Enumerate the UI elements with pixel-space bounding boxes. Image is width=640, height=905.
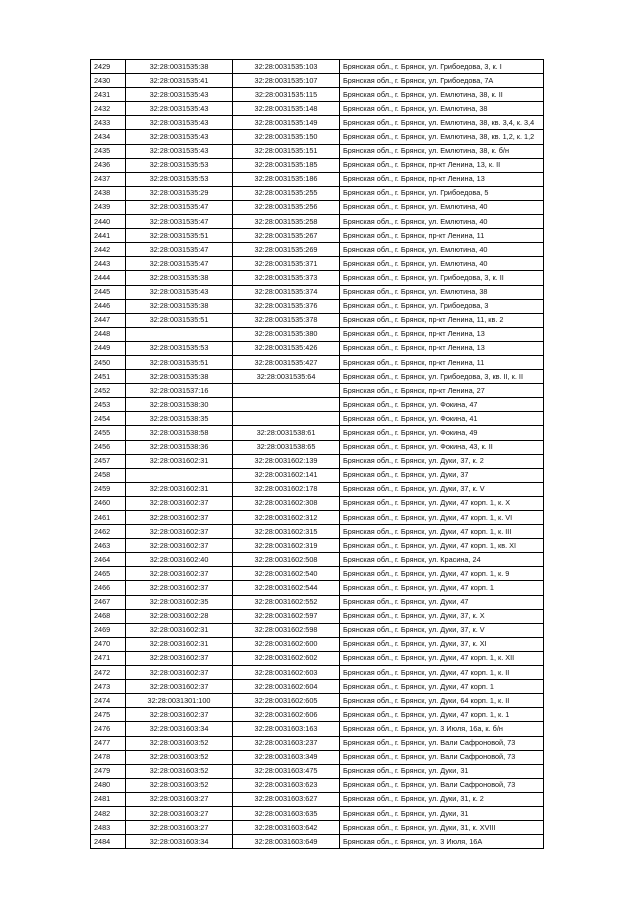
quarter-number-cell: 32:28:0031602:37 <box>126 708 233 722</box>
cadastral-number-cell: 32:28:0031602:606 <box>233 708 340 722</box>
table-row <box>91 764 544 778</box>
row-number-cell: 2432 <box>91 102 126 116</box>
cadastral-number-cell: 32:28:0031603:642 <box>233 821 340 835</box>
address-cell: Брянская обл., г. Брянск, ул. Красина, 24 <box>340 553 544 567</box>
cadastral-number-cell: 32:28:0031603:349 <box>233 750 340 764</box>
address-cell: Брянская обл., г. Брянск, ул. Дуки, 47 корп. 1 <box>340 680 544 694</box>
quarter-number-cell: 32:28:0031603:27 <box>126 792 233 806</box>
address-cell: Брянская обл., г. Брянск, ул. Грибоедова, 5 <box>340 186 544 200</box>
address-cell: Брянская обл., г. Брянск, ул. Дуки, 37, к. V <box>340 482 544 496</box>
cadastral-number-cell <box>233 412 340 426</box>
quarter-number-cell: 32:28:0031535:41 <box>126 74 233 88</box>
row-number-cell: 2441 <box>91 229 126 243</box>
quarter-number-cell: 32:28:0031535:51 <box>126 355 233 369</box>
quarter-number-cell: 32:28:0031538:36 <box>126 440 233 454</box>
table-row <box>91 243 544 257</box>
row-number-cell: 2430 <box>91 74 126 88</box>
cadastral-number-cell: 32:28:0031602:312 <box>233 511 340 525</box>
table-row <box>91 158 544 172</box>
quarter-number-cell <box>126 327 233 341</box>
quarter-number-cell: 32:28:0031602:37 <box>126 581 233 595</box>
quarter-number-cell: 32:28:0031602:37 <box>126 525 233 539</box>
table-row <box>91 398 544 412</box>
table-row <box>91 778 544 792</box>
cadastral-number-cell: 32:28:0031602:598 <box>233 623 340 637</box>
address-cell: Брянская обл., г. Брянск, пр-кт Ленина, 11 <box>340 355 544 369</box>
row-number-cell: 2436 <box>91 158 126 172</box>
table-row <box>91 327 544 341</box>
quarter-number-cell: 32:28:0031535:51 <box>126 229 233 243</box>
quarter-number-cell: 32:28:0031535:43 <box>126 102 233 116</box>
quarter-number-cell: 32:28:0031603:52 <box>126 736 233 750</box>
row-number-cell: 2451 <box>91 370 126 384</box>
cadastral-number-cell: 32:28:0031603:623 <box>233 778 340 792</box>
table-row <box>91 229 544 243</box>
row-number-cell: 2443 <box>91 257 126 271</box>
row-number-cell: 2476 <box>91 722 126 736</box>
address-cell: Брянская обл., г. Брянск, пр-кт Ленина, 27 <box>340 384 544 398</box>
row-number-cell: 2471 <box>91 651 126 665</box>
row-number-cell: 2438 <box>91 186 126 200</box>
table-row <box>91 215 544 229</box>
quarter-number-cell: 32:28:0031602:37 <box>126 567 233 581</box>
quarter-number-cell: 32:28:0031535:43 <box>126 130 233 144</box>
quarter-number-cell: 32:28:0031602:31 <box>126 482 233 496</box>
address-cell: Брянская обл., г. Брянск, ул. Фокина, 41 <box>340 412 544 426</box>
address-cell: Брянская обл., г. Брянск, ул. Грибоедова, 7А <box>340 74 544 88</box>
cadastral-number-cell: 32:28:0031602:552 <box>233 595 340 609</box>
cadastral-number-cell: 32:28:0031603:635 <box>233 806 340 820</box>
row-number-cell: 2472 <box>91 666 126 680</box>
row-number-cell: 2452 <box>91 384 126 398</box>
quarter-number-cell: 32:28:0031535:47 <box>126 215 233 229</box>
registry-table-body <box>91 60 544 849</box>
quarter-number-cell: 32:28:0031602:37 <box>126 496 233 510</box>
cadastral-number-cell: 32:28:0031602:603 <box>233 666 340 680</box>
cadastral-number-cell: 32:28:0031602:600 <box>233 637 340 651</box>
cadastral-number-cell: 32:28:0031603:237 <box>233 736 340 750</box>
cadastral-number-cell: 32:28:0031602:139 <box>233 454 340 468</box>
row-number-cell: 2455 <box>91 426 126 440</box>
table-row <box>91 130 544 144</box>
quarter-number-cell: 32:28:0031602:35 <box>126 595 233 609</box>
address-cell: Брянская обл., г. Брянск, ул. Дуки, 47 корп. 1, к. VI <box>340 511 544 525</box>
address-cell: Брянская обл., г. Брянск, ул. Вали Сафроновой, 73 <box>340 750 544 764</box>
row-number-cell: 2440 <box>91 215 126 229</box>
row-number-cell: 2470 <box>91 637 126 651</box>
table-row <box>91 440 544 454</box>
table-row <box>91 511 544 525</box>
address-cell: Брянская обл., г. Брянск, ул. Дуки, 37 <box>340 468 544 482</box>
cadastral-number-cell: 32:28:0031535:426 <box>233 341 340 355</box>
table-row <box>91 482 544 496</box>
quarter-number-cell: 32:28:0031535:53 <box>126 341 233 355</box>
address-cell: Брянская обл., г. Брянск, ул. Дуки, 47 корп. 1, к. II <box>340 666 544 680</box>
row-number-cell: 2453 <box>91 398 126 412</box>
quarter-number-cell: 32:28:0031602:37 <box>126 666 233 680</box>
table-row <box>91 116 544 130</box>
row-number-cell: 2445 <box>91 285 126 299</box>
table-row <box>91 708 544 722</box>
row-number-cell: 2439 <box>91 200 126 214</box>
quarter-number-cell: 32:28:0031535:29 <box>126 186 233 200</box>
row-number-cell: 2459 <box>91 482 126 496</box>
address-cell: Брянская обл., г. Брянск, ул. Дуки, 31, к. XVIII <box>340 821 544 835</box>
table-row <box>91 722 544 736</box>
cadastral-number-cell: 32:28:0031535:185 <box>233 158 340 172</box>
table-row <box>91 666 544 680</box>
quarter-number-cell: 32:28:0031538:30 <box>126 398 233 412</box>
address-cell: Брянская обл., г. Брянск, ул. Фокина, 47 <box>340 398 544 412</box>
row-number-cell: 2434 <box>91 130 126 144</box>
row-number-cell: 2444 <box>91 271 126 285</box>
row-number-cell: 2431 <box>91 88 126 102</box>
cadastral-number-cell <box>233 398 340 412</box>
row-number-cell: 2473 <box>91 680 126 694</box>
quarter-number-cell: 32:28:0031538:58 <box>126 426 233 440</box>
address-cell: Брянская обл., г. Брянск, ул. Вали Сафроновой, 73 <box>340 778 544 792</box>
quarter-number-cell: 32:28:0031603:34 <box>126 835 233 849</box>
quarter-number-cell: 32:28:0031602:37 <box>126 511 233 525</box>
address-cell: Брянская обл., г. Брянск, ул. Фокина, 49 <box>340 426 544 440</box>
table-row <box>91 88 544 102</box>
address-cell: Брянская обл., г. Брянск, ул. Дуки, 47 <box>340 595 544 609</box>
cadastral-number-cell: 32:28:0031603:163 <box>233 722 340 736</box>
cadastral-number-cell: 32:28:0031535:103 <box>233 60 340 74</box>
address-cell: Брянская обл., г. Брянск, пр-кт Ленина, 13, к. II <box>340 158 544 172</box>
quarter-number-cell: 32:28:0031603:52 <box>126 750 233 764</box>
quarter-number-cell: 32:28:0031602:28 <box>126 609 233 623</box>
address-cell: Брянская обл., г. Брянск, ул. Емлютина, 38 <box>340 285 544 299</box>
table-row <box>91 200 544 214</box>
table-row <box>91 299 544 313</box>
table-row <box>91 553 544 567</box>
cadastral-number-cell: 32:28:0031602:602 <box>233 651 340 665</box>
cadastral-number-cell: 32:28:0031538:65 <box>233 440 340 454</box>
quarter-number-cell: 32:28:0031301:100 <box>126 694 233 708</box>
row-number-cell: 2474 <box>91 694 126 708</box>
cadastral-number-cell: 32:28:0031535:371 <box>233 257 340 271</box>
address-cell: Брянская обл., г. Брянск, пр-кт Ленина, 11 <box>340 229 544 243</box>
cadastral-number-cell: 32:28:0031535:150 <box>233 130 340 144</box>
row-number-cell: 2465 <box>91 567 126 581</box>
address-cell: Брянская обл., г. Брянск, ул. Емлютина, 38, кв. 1,2, к. 1,2 <box>340 130 544 144</box>
table-row <box>91 651 544 665</box>
address-cell: Брянская обл., г. Брянск, ул. Дуки, 47 корп. 1, к. XII <box>340 651 544 665</box>
row-number-cell: 2460 <box>91 496 126 510</box>
address-cell: Брянская обл., г. Брянск, пр-кт Ленина, 11, кв. 2 <box>340 313 544 327</box>
quarter-number-cell: 32:28:0031538:35 <box>126 412 233 426</box>
address-cell: Брянская обл., г. Брянск, ул. Грибоедова, 3, к. II <box>340 271 544 285</box>
quarter-number-cell: 32:28:0031535:43 <box>126 88 233 102</box>
address-cell: Брянская обл., г. Брянск, ул. Дуки, 31, к. 2 <box>340 792 544 806</box>
quarter-number-cell: 32:28:0031535:47 <box>126 257 233 271</box>
address-cell: Брянская обл., г. Брянск, пр-кт Ленина, 13 <box>340 327 544 341</box>
table-row <box>91 257 544 271</box>
row-number-cell: 2481 <box>91 792 126 806</box>
cadastral-number-cell: 32:28:0031535:149 <box>233 116 340 130</box>
address-cell: Брянская обл., г. Брянск, ул. Грибоедова, 3 <box>340 299 544 313</box>
table-row <box>91 313 544 327</box>
row-number-cell: 2468 <box>91 609 126 623</box>
table-row <box>91 736 544 750</box>
row-number-cell: 2442 <box>91 243 126 257</box>
cadastral-number-cell: 32:28:0031535:151 <box>233 144 340 158</box>
cadastral-number-cell: 32:28:0031535:380 <box>233 327 340 341</box>
address-cell: Брянская обл., г. Брянск, ул. Дуки, 64 корп. 1, к. II <box>340 694 544 708</box>
address-cell: Брянская обл., г. Брянск, ул. Емлютина, 40 <box>340 200 544 214</box>
table-row <box>91 581 544 595</box>
table-row <box>91 186 544 200</box>
cadastral-number-cell: 32:28:0031535:374 <box>233 285 340 299</box>
quarter-number-cell: 32:28:0031535:43 <box>126 285 233 299</box>
row-number-cell: 2448 <box>91 327 126 341</box>
cadastral-number-cell: 32:28:0031602:544 <box>233 581 340 595</box>
cadastral-number-cell: 32:28:0031535:373 <box>233 271 340 285</box>
quarter-number-cell: 32:28:0031602:37 <box>126 651 233 665</box>
quarter-number-cell: 32:28:0031603:52 <box>126 778 233 792</box>
table-row <box>91 384 544 398</box>
table-row <box>91 792 544 806</box>
cadastral-number-cell: 32:28:0031535:256 <box>233 200 340 214</box>
cadastral-number-cell: 32:28:0031535:427 <box>233 355 340 369</box>
table-row <box>91 595 544 609</box>
table-row <box>91 806 544 820</box>
address-cell: Брянская обл., г. Брянск, ул. Емлютина, 40 <box>340 243 544 257</box>
table-row <box>91 680 544 694</box>
table-row <box>91 835 544 849</box>
row-number-cell: 2457 <box>91 454 126 468</box>
cadastral-number-cell: 32:28:0031603:475 <box>233 764 340 778</box>
address-cell: Брянская обл., г. Брянск, ул. Дуки, 47 корп. 1 <box>340 581 544 595</box>
table-row <box>91 821 544 835</box>
quarter-number-cell: 32:28:0031535:38 <box>126 370 233 384</box>
row-number-cell: 2461 <box>91 511 126 525</box>
address-cell: Брянская обл., г. Брянск, ул. Фокина, 43, к. II <box>340 440 544 454</box>
quarter-number-cell: 32:28:0031603:34 <box>126 722 233 736</box>
cadastral-number-cell: 32:28:0031535:376 <box>233 299 340 313</box>
table-row <box>91 525 544 539</box>
row-number-cell: 2456 <box>91 440 126 454</box>
cadastral-number-cell: 32:28:0031535:269 <box>233 243 340 257</box>
address-cell: Брянская обл., г. Брянск, ул. Дуки, 47 корп. 1, к. 1 <box>340 708 544 722</box>
address-cell: Брянская обл., г. Брянск, пр-кт Ленина, 13 <box>340 341 544 355</box>
row-number-cell: 2479 <box>91 764 126 778</box>
table-row <box>91 623 544 637</box>
quarter-number-cell: 32:28:0031535:53 <box>126 172 233 186</box>
quarter-number-cell: 32:28:0031603:27 <box>126 821 233 835</box>
table-row <box>91 285 544 299</box>
quarter-number-cell: 32:28:0031602:40 <box>126 553 233 567</box>
table-row <box>91 271 544 285</box>
table-row <box>91 454 544 468</box>
address-cell: Брянская обл., г. Брянск, пр-кт Ленина, 13 <box>340 172 544 186</box>
table-row <box>91 468 544 482</box>
quarter-number-cell: 32:28:0031602:31 <box>126 454 233 468</box>
table-row <box>91 412 544 426</box>
table-row <box>91 341 544 355</box>
address-cell: Брянская обл., г. Брянск, ул. Грибоедова, 3, к. I <box>340 60 544 74</box>
table-row <box>91 426 544 440</box>
cadastral-number-cell: 32:28:0031535:115 <box>233 88 340 102</box>
address-cell: Брянская обл., г. Брянск, ул. Емлютина, 40 <box>340 257 544 271</box>
quarter-number-cell: 32:28:0031535:47 <box>126 200 233 214</box>
row-number-cell: 2483 <box>91 821 126 835</box>
cadastral-number-cell: 32:28:0031602:319 <box>233 539 340 553</box>
table-row <box>91 637 544 651</box>
row-number-cell: 2469 <box>91 623 126 637</box>
cadastral-number-cell: 32:28:0031535:148 <box>233 102 340 116</box>
quarter-number-cell <box>126 468 233 482</box>
row-number-cell: 2478 <box>91 750 126 764</box>
table-row <box>91 102 544 116</box>
row-number-cell: 2475 <box>91 708 126 722</box>
address-cell: Брянская обл., г. Брянск, ул. 3 Июля, 16а, к. б/н <box>340 722 544 736</box>
row-number-cell: 2446 <box>91 299 126 313</box>
cadastral-number-cell: 32:28:0031535:107 <box>233 74 340 88</box>
cadastral-number-cell: 32:28:0031538:61 <box>233 426 340 440</box>
cadastral-number-cell: 32:28:0031535:64 <box>233 370 340 384</box>
table-row <box>91 496 544 510</box>
address-cell: Брянская обл., г. Брянск, ул. Емлютина, 38, кв. 3,4, к. 3,4 <box>340 116 544 130</box>
address-cell: Брянская обл., г. Брянск, ул. Дуки, 31 <box>340 764 544 778</box>
row-number-cell: 2454 <box>91 412 126 426</box>
table-row <box>91 60 544 74</box>
row-number-cell: 2435 <box>91 144 126 158</box>
cadastral-number-cell: 32:28:0031602:308 <box>233 496 340 510</box>
cadastral-number-cell <box>233 384 340 398</box>
address-cell: Брянская обл., г. Брянск, ул. Емлютина, 38 <box>340 102 544 116</box>
cadastral-number-cell: 32:28:0031602:540 <box>233 567 340 581</box>
address-cell: Брянская обл., г. Брянск, ул. Дуки, 37, к. XI <box>340 637 544 651</box>
row-number-cell: 2466 <box>91 581 126 595</box>
quarter-number-cell: 32:28:0031535:38 <box>126 60 233 74</box>
address-cell: Брянская обл., г. Брянск, ул. Дуки, 31 <box>340 806 544 820</box>
address-cell: Брянская обл., г. Брянск, ул. Дуки, 47 корп. 1, к. 9 <box>340 567 544 581</box>
cadastral-number-cell: 32:28:0031602:178 <box>233 482 340 496</box>
quarter-number-cell: 32:28:0031535:47 <box>126 243 233 257</box>
row-number-cell: 2463 <box>91 539 126 553</box>
address-cell: Брянская обл., г. Брянск, ул. Емлютина, 40 <box>340 215 544 229</box>
quarter-number-cell: 32:28:0031602:31 <box>126 637 233 651</box>
cadastral-number-cell: 32:28:0031603:627 <box>233 792 340 806</box>
row-number-cell: 2449 <box>91 341 126 355</box>
quarter-number-cell: 32:28:0031537:16 <box>126 384 233 398</box>
quarter-number-cell: 32:28:0031535:38 <box>126 299 233 313</box>
table-row <box>91 694 544 708</box>
address-cell: Брянская обл., г. Брянск, ул. Дуки, 47 корп. 1, кв. XI <box>340 539 544 553</box>
cadastral-number-cell: 32:28:0031602:315 <box>233 525 340 539</box>
address-cell: Брянская обл., г. Брянск, ул. Дуки, 37, к. X <box>340 609 544 623</box>
cadastral-number-cell: 32:28:0031535:267 <box>233 229 340 243</box>
address-cell: Брянская обл., г. Брянск, ул. Дуки, 47 корп. 1, к. III <box>340 525 544 539</box>
row-number-cell: 2458 <box>91 468 126 482</box>
quarter-number-cell: 32:28:0031603:52 <box>126 764 233 778</box>
quarter-number-cell: 32:28:0031535:43 <box>126 116 233 130</box>
row-number-cell: 2447 <box>91 313 126 327</box>
address-cell: Брянская обл., г. Брянск, ул. 3 Июля, 16А <box>340 835 544 849</box>
quarter-number-cell: 32:28:0031535:38 <box>126 271 233 285</box>
address-cell: Брянская обл., г. Брянск, ул. Грибоедова, 3, кв. II, к. II <box>340 370 544 384</box>
table-row <box>91 750 544 764</box>
registry-table <box>90 59 544 849</box>
row-number-cell: 2464 <box>91 553 126 567</box>
cadastral-number-cell: 32:28:0031602:604 <box>233 680 340 694</box>
table-row <box>91 172 544 186</box>
quarter-number-cell: 32:28:0031535:43 <box>126 144 233 158</box>
row-number-cell: 2477 <box>91 736 126 750</box>
address-cell: Брянская обл., г. Брянск, ул. Дуки, 47 корп. 1, к. X <box>340 496 544 510</box>
address-cell: Брянская обл., г. Брянск, ул. Дуки, 37, к. V <box>340 623 544 637</box>
table-row <box>91 567 544 581</box>
cadastral-number-cell: 32:28:0031602:605 <box>233 694 340 708</box>
row-number-cell: 2484 <box>91 835 126 849</box>
cadastral-number-cell: 32:28:0031535:378 <box>233 313 340 327</box>
cadastral-number-cell: 32:28:0031602:597 <box>233 609 340 623</box>
address-cell: Брянская обл., г. Брянск, ул. Емлютина, 38, к. б/н <box>340 144 544 158</box>
table-row <box>91 74 544 88</box>
address-cell: Брянская обл., г. Брянск, ул. Емлютина, 38, к. II <box>340 88 544 102</box>
table-row <box>91 355 544 369</box>
cadastral-number-cell: 32:28:0031535:186 <box>233 172 340 186</box>
cadastral-number-cell: 32:28:0031535:255 <box>233 186 340 200</box>
quarter-number-cell: 32:28:0031535:53 <box>126 158 233 172</box>
row-number-cell: 2433 <box>91 116 126 130</box>
cadastral-number-cell: 32:28:0031603:649 <box>233 835 340 849</box>
row-number-cell: 2462 <box>91 525 126 539</box>
row-number-cell: 2450 <box>91 355 126 369</box>
table-row <box>91 144 544 158</box>
row-number-cell: 2437 <box>91 172 126 186</box>
quarter-number-cell: 32:28:0031602:37 <box>126 539 233 553</box>
row-number-cell: 2467 <box>91 595 126 609</box>
quarter-number-cell: 32:28:0031602:31 <box>126 623 233 637</box>
row-number-cell: 2480 <box>91 778 126 792</box>
cadastral-number-cell: 32:28:0031602:508 <box>233 553 340 567</box>
address-cell: Брянская обл., г. Брянск, ул. Вали Сафроновой, 73 <box>340 736 544 750</box>
row-number-cell: 2429 <box>91 60 126 74</box>
cadastral-number-cell: 32:28:0031535:258 <box>233 215 340 229</box>
address-cell: Брянская обл., г. Брянск, ул. Дуки, 37, к. 2 <box>340 454 544 468</box>
table-row <box>91 370 544 384</box>
quarter-number-cell: 32:28:0031535:51 <box>126 313 233 327</box>
quarter-number-cell: 32:28:0031602:37 <box>126 680 233 694</box>
row-number-cell: 2482 <box>91 806 126 820</box>
table-row <box>91 609 544 623</box>
table-row <box>91 539 544 553</box>
cadastral-number-cell: 32:28:0031602:141 <box>233 468 340 482</box>
quarter-number-cell: 32:28:0031603:27 <box>126 806 233 820</box>
